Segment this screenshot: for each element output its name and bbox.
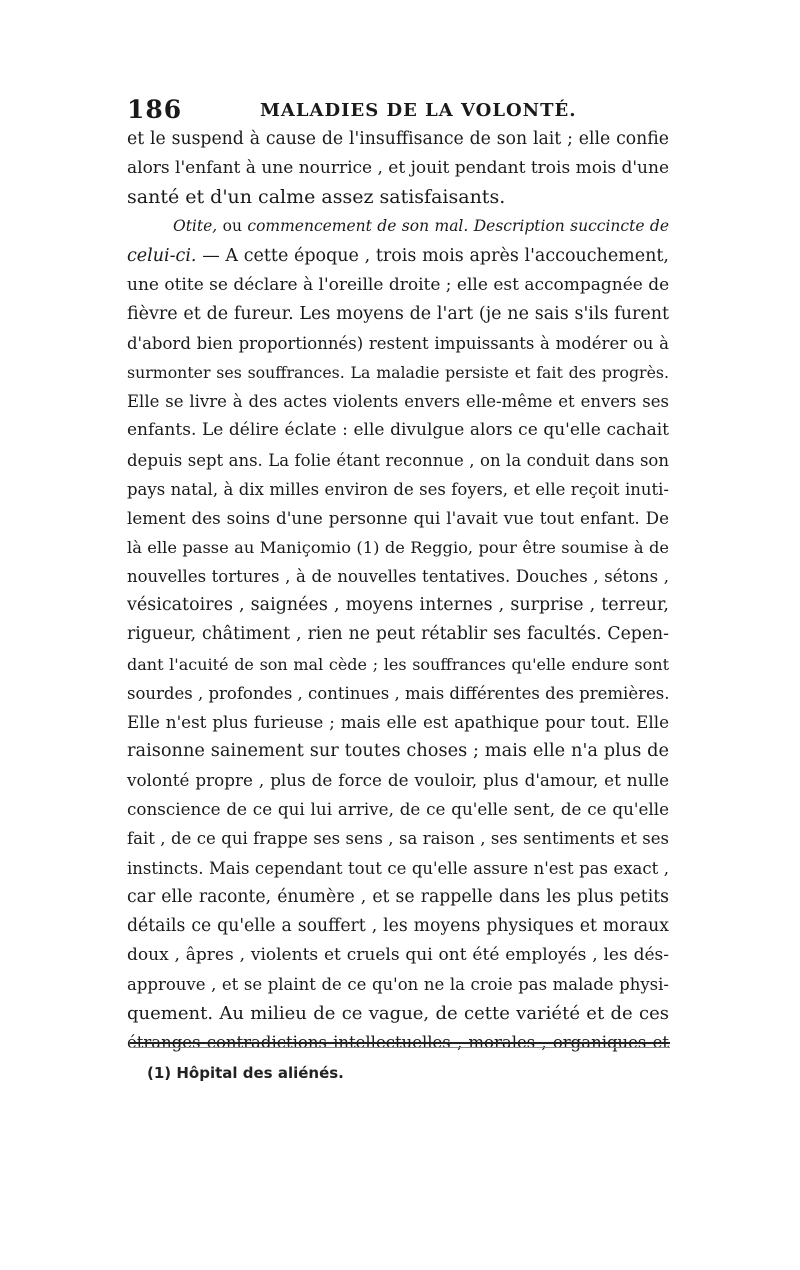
- section-heading-line: [127, 242, 669, 271]
- text-line: fait , de ce qui frappe ses sens , sa raison , ses sentiments et ses: [127, 829, 669, 849]
- text-line: lement des soins d'une personne qui l'avait vue tout enfant. De: [127, 507, 669, 528]
- text-line: instincts. Mais cependant tout ce qu'elle assure n'est pas exact ,: [127, 858, 669, 878]
- heading-italic: celui-ci.: [127, 245, 197, 266]
- text-line: raisonne sainement sur toutes choses ; mais elle n'a plus de: [127, 740, 669, 761]
- body-text: [127, 125, 669, 1058]
- text-line: détails ce qu'elle a souffert , les moyens physiques et moraux: [127, 915, 669, 936]
- text-line: alors l'enfant à une nourrice , et jouit pendant trois mois d'une: [127, 158, 670, 179]
- text-line: volonté propre , plus de force de vouloir, plus d'amour, et nulle: [127, 770, 669, 791]
- heading-italic: Otite,: [173, 217, 218, 236]
- text-line: nouvelles tortures , à de nouvelles tentatives. Douches , sétons ,: [127, 567, 669, 587]
- text-line: quement. Au milieu de ce vague, de cette variété et de ces: [127, 1003, 669, 1025]
- text-line: d'abord bien proportionnés) restent impuissants à modérer ou à: [127, 333, 669, 353]
- running-title: MALADIES DE LA VOLONTÉ.: [260, 100, 577, 121]
- text-line: conscience de ce qui lui arrive, de ce qu'elle sent, de ce qu'elle: [127, 799, 669, 820]
- text-line: Elle n'est plus furieuse ; mais elle est apathique pour tout. Elle: [127, 711, 669, 732]
- text-line: doux , âpres , violents et cruels qui ont été employés , les dés-: [127, 944, 669, 965]
- text-line: Elle se livre à des actes violents envers elle-même et envers ses: [127, 392, 669, 412]
- text-line: étranges contradictions intellectuelles , morales , organiques et: [127, 1033, 669, 1053]
- page-number: 186: [127, 95, 183, 124]
- text-line: surmonter ses souffrances. La maladie persiste et fait des progrès.: [127, 363, 669, 383]
- text-line: dant l'acuité de son mal cède ; les souffrances qu'elle endure sont: [127, 654, 669, 674]
- text-line: pays natal, à dix milles environ de ses foyers, et elle reçoit inuti-: [127, 479, 669, 499]
- text-line: et le suspend à cause de l'insuffisance de son lait ; elle confie: [127, 129, 669, 149]
- text-line: santé et d'un calme assez satisfaisants.: [127, 186, 506, 209]
- section-heading-line: [127, 212, 669, 241]
- text-line: vésicatoires , saignées , moyens internes , surprise , terreur,: [127, 595, 669, 616]
- text-line: fièvre et de fureur. Les moyens de l'art (je ne sais s'ils furent: [127, 303, 669, 324]
- text-line: une otite se déclare à l'oreille droite ; elle est accompagnée de: [127, 274, 670, 295]
- page-header: [127, 95, 669, 125]
- footnote: (1) Hôpital des aliénés.: [147, 1064, 344, 1082]
- heading-italic: commencement de son mal. Description succincte de: [247, 217, 669, 236]
- text-line: depuis sept ans. La folie étant reconnue , on la conduit dans son: [127, 450, 669, 470]
- heading-roman: — A cette époque , trois mois après l'accouchement,: [196, 245, 669, 266]
- text-line: approuve , et se plaint de ce qu'on ne la croie pas malade physi-: [127, 975, 669, 995]
- text-line: là elle passe au Maniçomio (1) de Reggio, pour être soumise à de: [127, 537, 669, 557]
- text-line: car elle raconte, énumère , et se rappelle dans les plus petits: [127, 886, 669, 907]
- text-line: rigueur, châtiment , rien ne peut rétablir ses facultés. Cepen-: [127, 624, 669, 645]
- footnote-divider-thin: [130, 1047, 670, 1048]
- heading-roman: ou: [217, 217, 248, 236]
- text-line: enfants. Le délire éclate : elle divulgue alors ce qu'elle cachait: [127, 420, 669, 441]
- footnote-divider: [130, 1042, 670, 1044]
- text-line: sourdes , profondes , continues , mais différentes des premières.: [127, 683, 670, 703]
